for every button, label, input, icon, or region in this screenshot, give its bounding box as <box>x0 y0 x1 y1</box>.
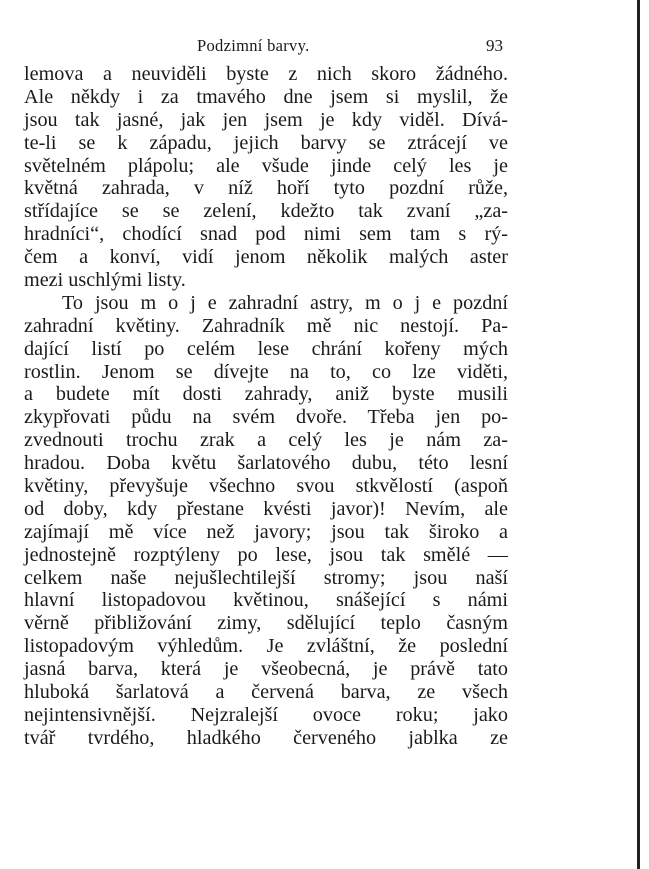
text-line: střídajíce se se zelení, kdežto tak zvaní „za- <box>24 200 508 223</box>
text-line: a budete mít dosti zahrady, aniž byste musili <box>24 383 508 406</box>
text-line: květná zahrada, v níž hoří tyto pozdní růže, <box>24 177 508 200</box>
text-line: čem a konví, vidí jenom několik malých aster <box>24 246 508 269</box>
text-line: hluboká šarlatová a červená barva, ze všech <box>24 681 508 704</box>
text-line: světelném plápolu; ale všude jinde celý les je <box>24 154 508 177</box>
page-number: 93 <box>486 36 503 55</box>
text-line: te-li se k západu, jejich barvy se ztrácejí ve <box>24 131 508 154</box>
text-line: nejintensivnější. Nejzralejší ovoce roku; jako <box>24 703 508 726</box>
text-line: zahradní květiny. Zahradník mě nic nestojí. Pa- <box>24 314 508 337</box>
body-text <box>24 63 508 750</box>
text-line: hradníci“, chodící snad pod nimi sem tam s rý- <box>24 223 508 246</box>
text-line: mezi uschlými listy. <box>24 269 186 292</box>
text-line: jasná barva, která je všeobecná, je právě tato <box>24 658 508 681</box>
text-line: zkypřovati půdu na svém dvoře. Třeba jen po- <box>24 406 508 429</box>
text-line: hlavní listopadovou květinou, snášející s námi <box>24 589 508 612</box>
text-line: dající listí po celém lese chrání kořeny mých <box>24 337 508 360</box>
text-line: jednostejně rozptýleny po lese, jsou tak smělé — <box>24 543 508 566</box>
text-line: listopadovým výhledům. Je zvláštní, že poslední <box>24 635 508 658</box>
text-line: To jsou m o j e zahradní astry, m o j e pozdní <box>62 291 508 314</box>
text-line: hradou. Doba květu šarlatového dubu, této lesní <box>24 452 508 475</box>
running-title: Podzimní barvy. <box>197 36 310 55</box>
page-header <box>0 30 649 60</box>
text-line: věrně přibližování zimy, sdělující teplo časným <box>24 612 508 635</box>
text-line: rostlin. Jenom se dívejte na to, co lze viděti, <box>24 360 508 383</box>
text-line: od doby, kdy přestane kvésti javor)! Nevím, ale <box>24 497 508 520</box>
text-line: tvář tvrdého, hladkého červeného jablka ze <box>24 726 508 749</box>
text-line: zajímají mě více než javory; jsou tak široko a <box>24 520 508 543</box>
text-line: květiny, převyšuje všechno svou stkvělostí (aspoň <box>24 475 508 498</box>
text-line: zvednouti trochu zrak a celý les je nám za- <box>24 429 508 452</box>
text-line: celkem naše nejušlechtilejší stromy; jsou naší <box>24 566 508 589</box>
text-line: jsou tak jasné, jak jen jsem je kdy viděl. Dívá- <box>24 108 508 131</box>
page-edge-rule <box>637 0 640 869</box>
text-line: Ale někdy i za tmavého dne jsem si myslil, že <box>24 85 508 108</box>
text-line: lemova a neuviděli byste z nich skoro žádného. <box>24 63 508 85</box>
